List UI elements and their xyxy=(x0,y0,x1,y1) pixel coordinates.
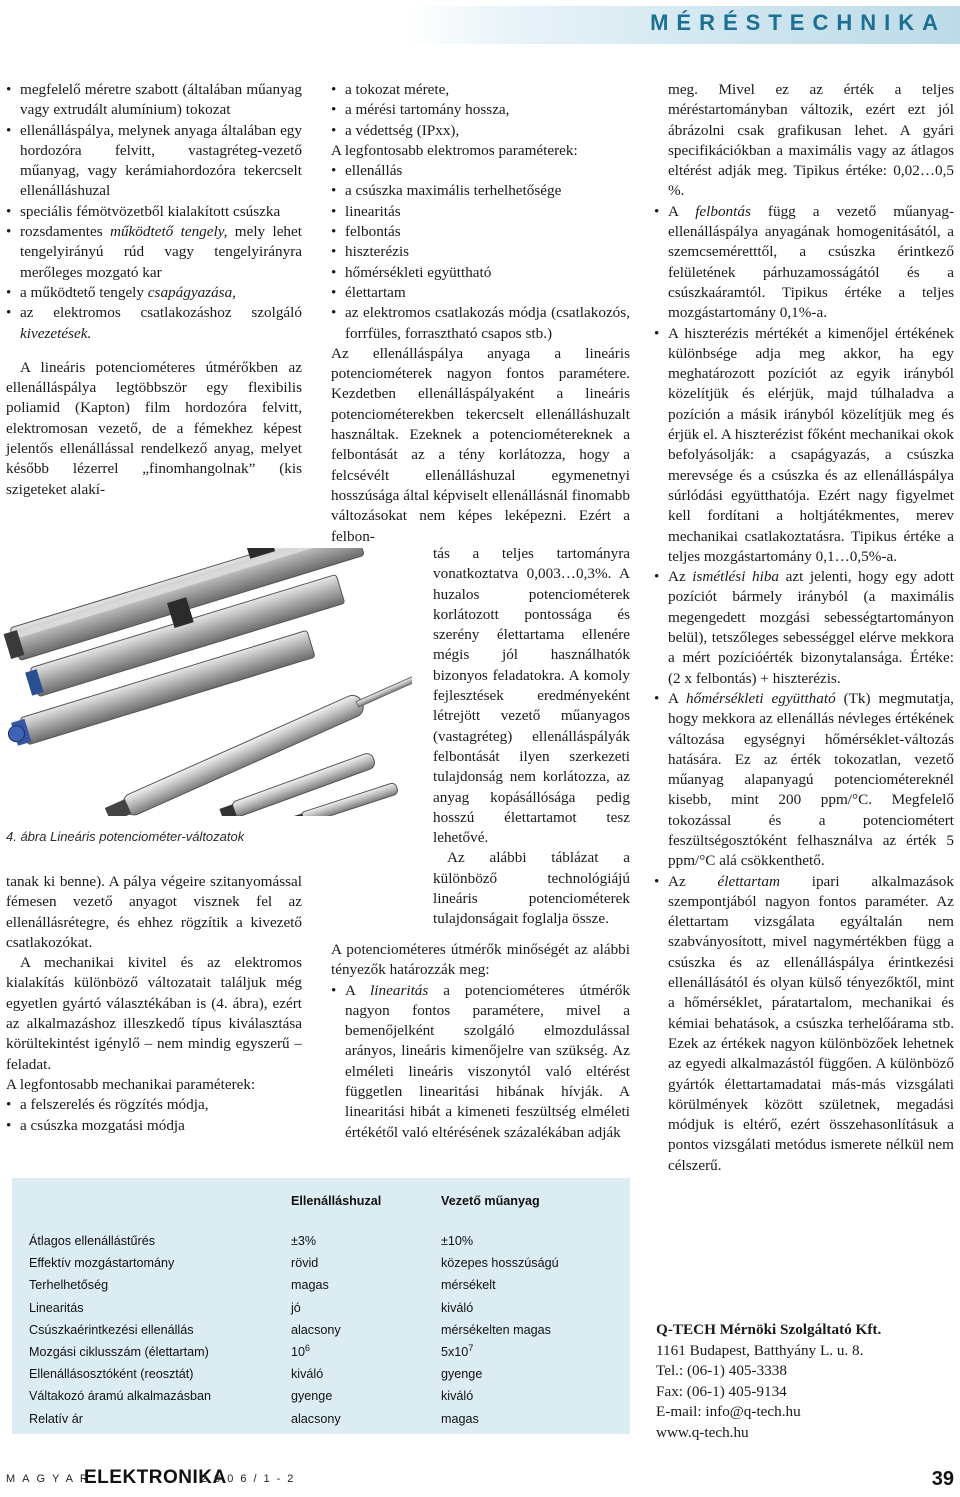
table-header-row xyxy=(12,1178,630,1224)
list-item: • élettartam xyxy=(331,283,630,303)
phone: Tel.: (06-1) 405-3338 xyxy=(656,1362,787,1379)
table-row xyxy=(12,1297,630,1319)
column-2-lower xyxy=(331,940,630,1143)
column-2-narrow xyxy=(433,544,630,930)
list-item: • ellenálláspálya, melynek anyaga általában egy hordozóra felvitt, vastagréteg-vezető műanyag, vagy kerámiahordozóra tekercselt ellenálláshuzal xyxy=(6,121,302,202)
table-cell: ±3% xyxy=(291,1234,317,1249)
column-1-lower xyxy=(6,872,302,1136)
table-cell: jó xyxy=(291,1300,301,1315)
table-cell: kiváló xyxy=(291,1367,324,1382)
table-cell: gyenge xyxy=(441,1367,483,1382)
column-2 xyxy=(331,80,630,547)
list-item: • a csúszka maximális terhelhetősége xyxy=(331,181,630,201)
section-title: MÉRÉSTECHNIKA xyxy=(650,10,946,35)
list-item: • ellenállás xyxy=(331,161,630,181)
table-cell: Relatív ár xyxy=(29,1411,83,1426)
page-number: 39 xyxy=(931,1468,954,1490)
table-cell: Effektív mozgástartomány xyxy=(29,1256,175,1271)
footer-magazine-prefix: MAGYAR xyxy=(6,1473,95,1485)
table-cell: Mozgási ciklusszám (élettartam) xyxy=(29,1345,209,1360)
table-cell: rövid xyxy=(291,1256,319,1271)
column-1 xyxy=(6,80,302,500)
component-list xyxy=(6,80,302,344)
list-item: • az elektromos csatlakozás módja (csatlakozós, forrfüles, forrasztható csapos stb.) xyxy=(331,303,630,344)
table-cell: kiváló xyxy=(441,1300,474,1315)
paragraph: A legfontosabb mechanikai paraméterek: xyxy=(6,1075,256,1093)
footer-brand-logo: ELEKTRONIKA xyxy=(84,1467,227,1488)
table-cell: alacsony xyxy=(291,1322,341,1337)
table-cell: magas xyxy=(291,1278,329,1293)
list-item: • speciális fémötvözetből kialakított csúszka xyxy=(6,202,302,222)
table-cell: magas xyxy=(441,1411,479,1426)
paragraph: tás a teljes tartományra vonatkoztatva 0,003…0,3%. A huzalos potenciométerek korlátozott pontossága és szerény élettartama ellenére mégis jól használhatók bizonyos feladatokra. A komoly fejlesztések eredményeként létrejött vezető műanyagos (vastagréteg) ellenálláspályák felbontását ilyen szerkezeti tulajdonság nem korlátozza, az anyag kopásállósága pedig hosszú élettartamot tesz lehetővé. xyxy=(433,545,630,847)
comparison-table xyxy=(12,1178,630,1434)
mechanical-params-list xyxy=(6,1095,302,1136)
list-item: • hiszterézis xyxy=(331,242,630,262)
table-row xyxy=(12,1408,630,1430)
list-item: • a működtető tengely csapágyazása, xyxy=(6,283,302,303)
header-cell: Vezető műanyag xyxy=(441,1194,540,1208)
figure-caption: 4. ábra Lineáris potenciométer-változatok xyxy=(6,829,245,844)
table-cell: Linearitás xyxy=(29,1300,84,1315)
quality-factors-list xyxy=(331,981,630,1143)
table-row xyxy=(12,1363,630,1385)
list-item: • hőmérsékleti együttható xyxy=(331,263,630,283)
list-item: • megfelelő méretre szabott (általában műanyag vagy extrudált alumínium) tokozat xyxy=(6,80,302,121)
list-item: • felbontás xyxy=(331,222,630,242)
table-cell: ±10% xyxy=(441,1234,474,1249)
table-cell: Átlagos ellenállástűrés xyxy=(29,1234,156,1249)
column-3 xyxy=(654,80,954,1176)
table-cell: Váltakozó áramú alkalmazásban xyxy=(29,1389,212,1404)
paragraph: meg. Mivel ez az érték a teljes méréstartományban változik, ezért ezt jól ábrázolni csak grafikusan lehet. A gyári specifikációkban a maximális vagy az átlagos eltérést adják meg. Tipikus értéke: 0,02…0,5 %. xyxy=(668,81,954,200)
table-cell: kiváló xyxy=(441,1389,474,1404)
table-row xyxy=(12,1274,630,1296)
list-item: • a tokozat mérete, xyxy=(331,80,630,100)
list-item: • Az élettartam ipari alkalmazások szempontjából nagyon fontos paraméter. Az élettartam vizsgálata egyáltalán nem szabványosított, mivel nagymértékben függ a csúszka és az ellenálláspálya érintkezési ellenállásától és olyan külső tényezőktől, mint a hőmérséklet, páratartalom, mechanikai és kémiai behatások, a csúszka terhelőárama stb. Ezek az értékek nagyon különbözőek lehetnek az egyedi alkalmazástól függően. A különböző gyártók élettartamadatai más-más vizsgálati körülmények között születnek, megadási módjuk is eltérő, ezért összehasonlításuk a pontos vizsgálati metódus ismerete nélkül nem célszerű. xyxy=(654,872,954,1176)
list-item: • A linearitás a potenciométeres útmérők nagyon fontos paramétere, mivel a bemenőjelként szolgáló elmozdulással arányos, lineáris kimenőjelre van szükség. Az elméleti lineáris viszonytól való eltérést független linearitási hibának hívják. A linearitási hibát a kimeneti feszültség elméleti értékétől való eltérésének százalékában adják xyxy=(331,981,630,1143)
list-item: • az elektromos csatlakozáshoz szolgáló kivezetések. xyxy=(6,303,302,344)
paragraph: A potenciométeres útmérők minőségét az alábbi tényezők határozzák meg: xyxy=(331,941,630,979)
paragraph: Az ellenálláspálya anyaga a lineáris potenciométerek nagyon fontos paramétere. Kezdetben ellenálláspályaként a lineáris potenciométerekben tekercselt ellenálláshuzalt használtak. Ezeknek a potenciométereknek a felbontását az a tény korlátozza, hogy a felcsévélt ellenálláshuzal egymenetnyi hosszúsága által képviselt ellenállásnál finomabb változásokat nem képes leképezni. Ezért a felbon- xyxy=(331,344,630,545)
paragraph: A lineáris potenciométeres útmérőkben az ellenálláspálya legtöbbször egy flexibilis poliamid (Kapton) film hordozóra felvitt, elektromosan vezető, de a fémekhez képest jelentős ellenállással rendelkező anyag, melyet később lézerrel „finomhangolnak” (kis szigeteket alakí- xyxy=(6,358,302,498)
header-cell xyxy=(12,1178,291,1224)
list-item: • a mérési tartomány hossza, xyxy=(331,100,630,120)
list-item: • A hőmérsékleti együttható (Tk) megmutatja, hogy mekkora az ellenállás névleges értékének változása egységnyi hőmérséklet-változás hatására. Ez az érték tokozatlan, vezető műanyag alapanyagú potenciométereknél kisebb, mint 200 ppm/°C. Megfelelő tokozással és a potenciométert feszültségosztóként felhasználva az érték 5 ppm/°C alá csökkenthető. xyxy=(654,689,954,872)
figure-potentiometers xyxy=(0,548,412,816)
table-row xyxy=(12,1230,630,1252)
table-cell: mérsékelten magas xyxy=(441,1322,551,1337)
list-item: • Az ismétlési hiba azt jelenti, hogy egy adott pozíciót bármely irányból (a maximális megengedett mozgási sebességtartományon belül), tetszőleges sebességgel elérve mekkora a mért pozícióérték bizonytalansága. Értéke: (2 x felbontás) + hiszterézis. xyxy=(654,567,954,689)
paragraph: A legfontosabb elektromos paraméterek: xyxy=(331,141,578,159)
paragraph: Az alábbi táblázat a különböző technológiájú lineáris potenciométerek tulajdonságait foglalja össze. xyxy=(433,849,630,928)
header-cell: Ellenálláshuzal xyxy=(291,1194,382,1208)
list-item: • A felbontás függ a vezető műanyag-ellenálláspálya anyagának homogenitásától, a szemcseméretttől, a csúszka érintkező felületének párhuzamosságától és a csúszkaáramtól. Tipikus értéke a teljes mozgástartomány 0,1%-a. xyxy=(654,202,954,324)
paragraph: tanak ki benne). A pálya végeire szitanyomással fémesen vezető anyagot visznek fel az ellenállásrétegre, és ehhez rögzítik a kivezető csatlakozókat. xyxy=(6,873,302,951)
electrical-params-list xyxy=(331,161,630,344)
table-row xyxy=(12,1319,630,1341)
table-cell: alacsony xyxy=(291,1411,341,1426)
list-item: • rozsdamentes működtető tengely, mely lehet tengelyirányú rúd vagy tengelyirányra merőleges mozgató kar xyxy=(6,222,302,283)
table-cell: Ellenállásosztóként (reosztát) xyxy=(29,1367,194,1382)
table-cell: közepes hosszúságú xyxy=(441,1256,559,1271)
email-link[interactable]: E-mail: info@q-tech.hu xyxy=(656,1403,801,1420)
table-cell: mérsékelt xyxy=(441,1278,496,1293)
header-bar xyxy=(0,6,960,44)
table-row xyxy=(12,1252,630,1274)
contact-block xyxy=(656,1320,946,1443)
list-item: • a védettség (IPxx), xyxy=(331,121,630,141)
paragraph: A mechanikai kivitel és az elektromos kialakítás különböző változatait találjuk még egyetlen gyártó választékában is (4. ábra), ezért az alkalmazáshoz illeszkedő típus kiválasztása körültekintést igénylő – nem mindig egyszerű – feladat. xyxy=(6,954,302,1073)
page-footer xyxy=(0,1467,960,1494)
list-item: • A hiszterézis mértékét a kimenőjel értékének különbsége adja meg akkor, ha egy meghatározott pozíciót az egyik irányból közelítjük és elérjük, majd túlhaladva a pozíción a másik irányból közelítjük meg és érjük el. A hiszterézist főként mechanikai okok befolyásolják: a csapágyazás, a csúszka merevsége és a csúszka és az ellenálláspálya súrlódási együtthatója. Ezért nagy figyelmet kell fordítani a holtjátékmentes, merev mechanikai csatlakoztatásra. Tipikus értéke a teljes mozgástartomány 0,1…0,5%-a. xyxy=(654,324,954,568)
list-item: • a felszerelés és rögzítés módja, xyxy=(6,1095,302,1115)
table-cell: gyenge xyxy=(291,1389,333,1404)
list-item: • linearitás xyxy=(331,202,630,222)
footer-issue: 2006/1-2 xyxy=(201,1473,301,1485)
website-link[interactable]: www.q-tech.hu xyxy=(656,1423,749,1441)
fax: Fax: (06-1) 405-9134 xyxy=(656,1382,787,1400)
potentiometer-illustration xyxy=(0,548,412,816)
table-row xyxy=(12,1385,630,1407)
table-cell: $10^6$ xyxy=(291,1342,311,1360)
mechanical-params-continued xyxy=(331,80,630,141)
quality-factors-list-continued xyxy=(654,202,954,1176)
table-row xyxy=(12,1341,630,1363)
address: 1161 Budapest, Batthyány L. u. 8. xyxy=(656,1341,864,1359)
table-cell: $5x10^7$ xyxy=(441,1342,474,1360)
table-cell: Csúszkaérintkezési ellenállás xyxy=(29,1322,194,1337)
table-cell: Terhelhetőség xyxy=(29,1278,109,1293)
list-item: • a csúszka mozgatási módja xyxy=(6,1116,302,1136)
company-name: Q-TECH Mérnöki Szolgáltató Kft. xyxy=(656,1321,882,1338)
